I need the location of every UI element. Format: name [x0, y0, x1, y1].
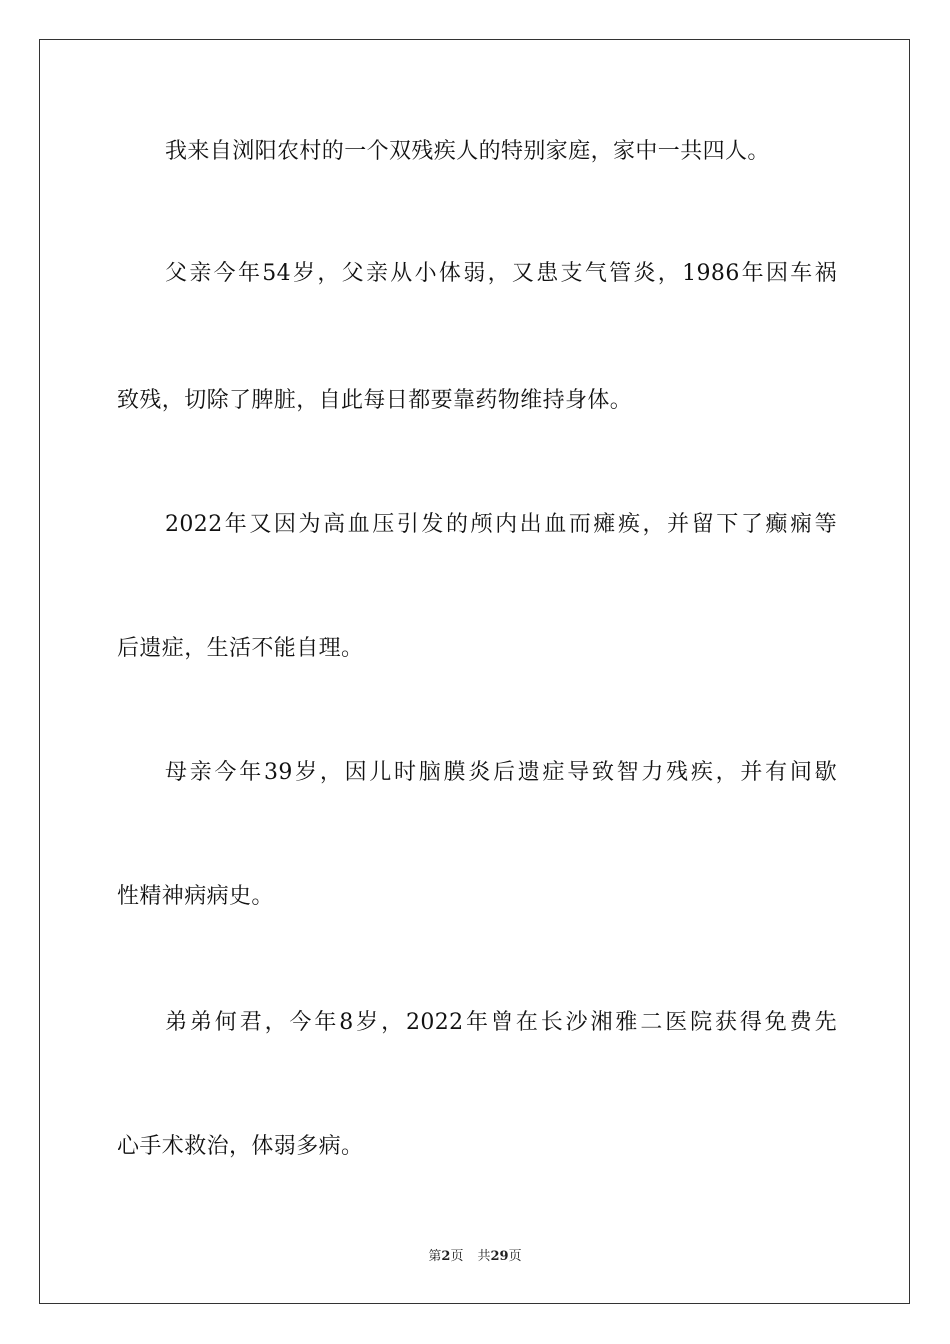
- page-current: 2: [441, 1249, 451, 1264]
- paragraph-2-line-1: 父亲今年54岁，父亲从小体弱，又患支气管炎，1986年因车祸: [165, 261, 837, 286]
- paragraph-4-line-2: 性精神病病史。: [117, 884, 274, 909]
- page-frame: [39, 39, 910, 1304]
- page-total: 29: [490, 1249, 509, 1264]
- paragraph-5-line-2: 心手术救治，体弱多病。: [117, 1134, 364, 1159]
- total-prefix: 共: [477, 1249, 491, 1264]
- paragraph-3-line-2: 后遗症，生活不能自理。: [117, 636, 364, 661]
- paragraph-4-line-1: 母亲今年39岁，因儿时脑膜炎后遗症导致智力残疾，并有间歇: [165, 760, 837, 785]
- page-prefix: 第: [428, 1249, 442, 1264]
- paragraph-3-line-1: 2022年又因为高血压引发的颅内出血而瘫痪，并留下了癫痫等: [165, 512, 837, 537]
- paragraph-5-line-1: 弟弟何君，今年8岁，2022年曾在长沙湘雅二医院获得免费先: [165, 1010, 837, 1035]
- paragraph-2-line-2: 致残，切除了脾脏，自此每日都要靠药物维持身体。: [117, 388, 633, 413]
- total-unit: 页: [508, 1249, 522, 1264]
- page-footer: [0, 1248, 950, 1266]
- page-unit: 页: [450, 1249, 464, 1264]
- paragraph-1-line-1: 我来自浏阳农村的一个双残疾人的特别家庭，家中一共四人。: [165, 139, 770, 164]
